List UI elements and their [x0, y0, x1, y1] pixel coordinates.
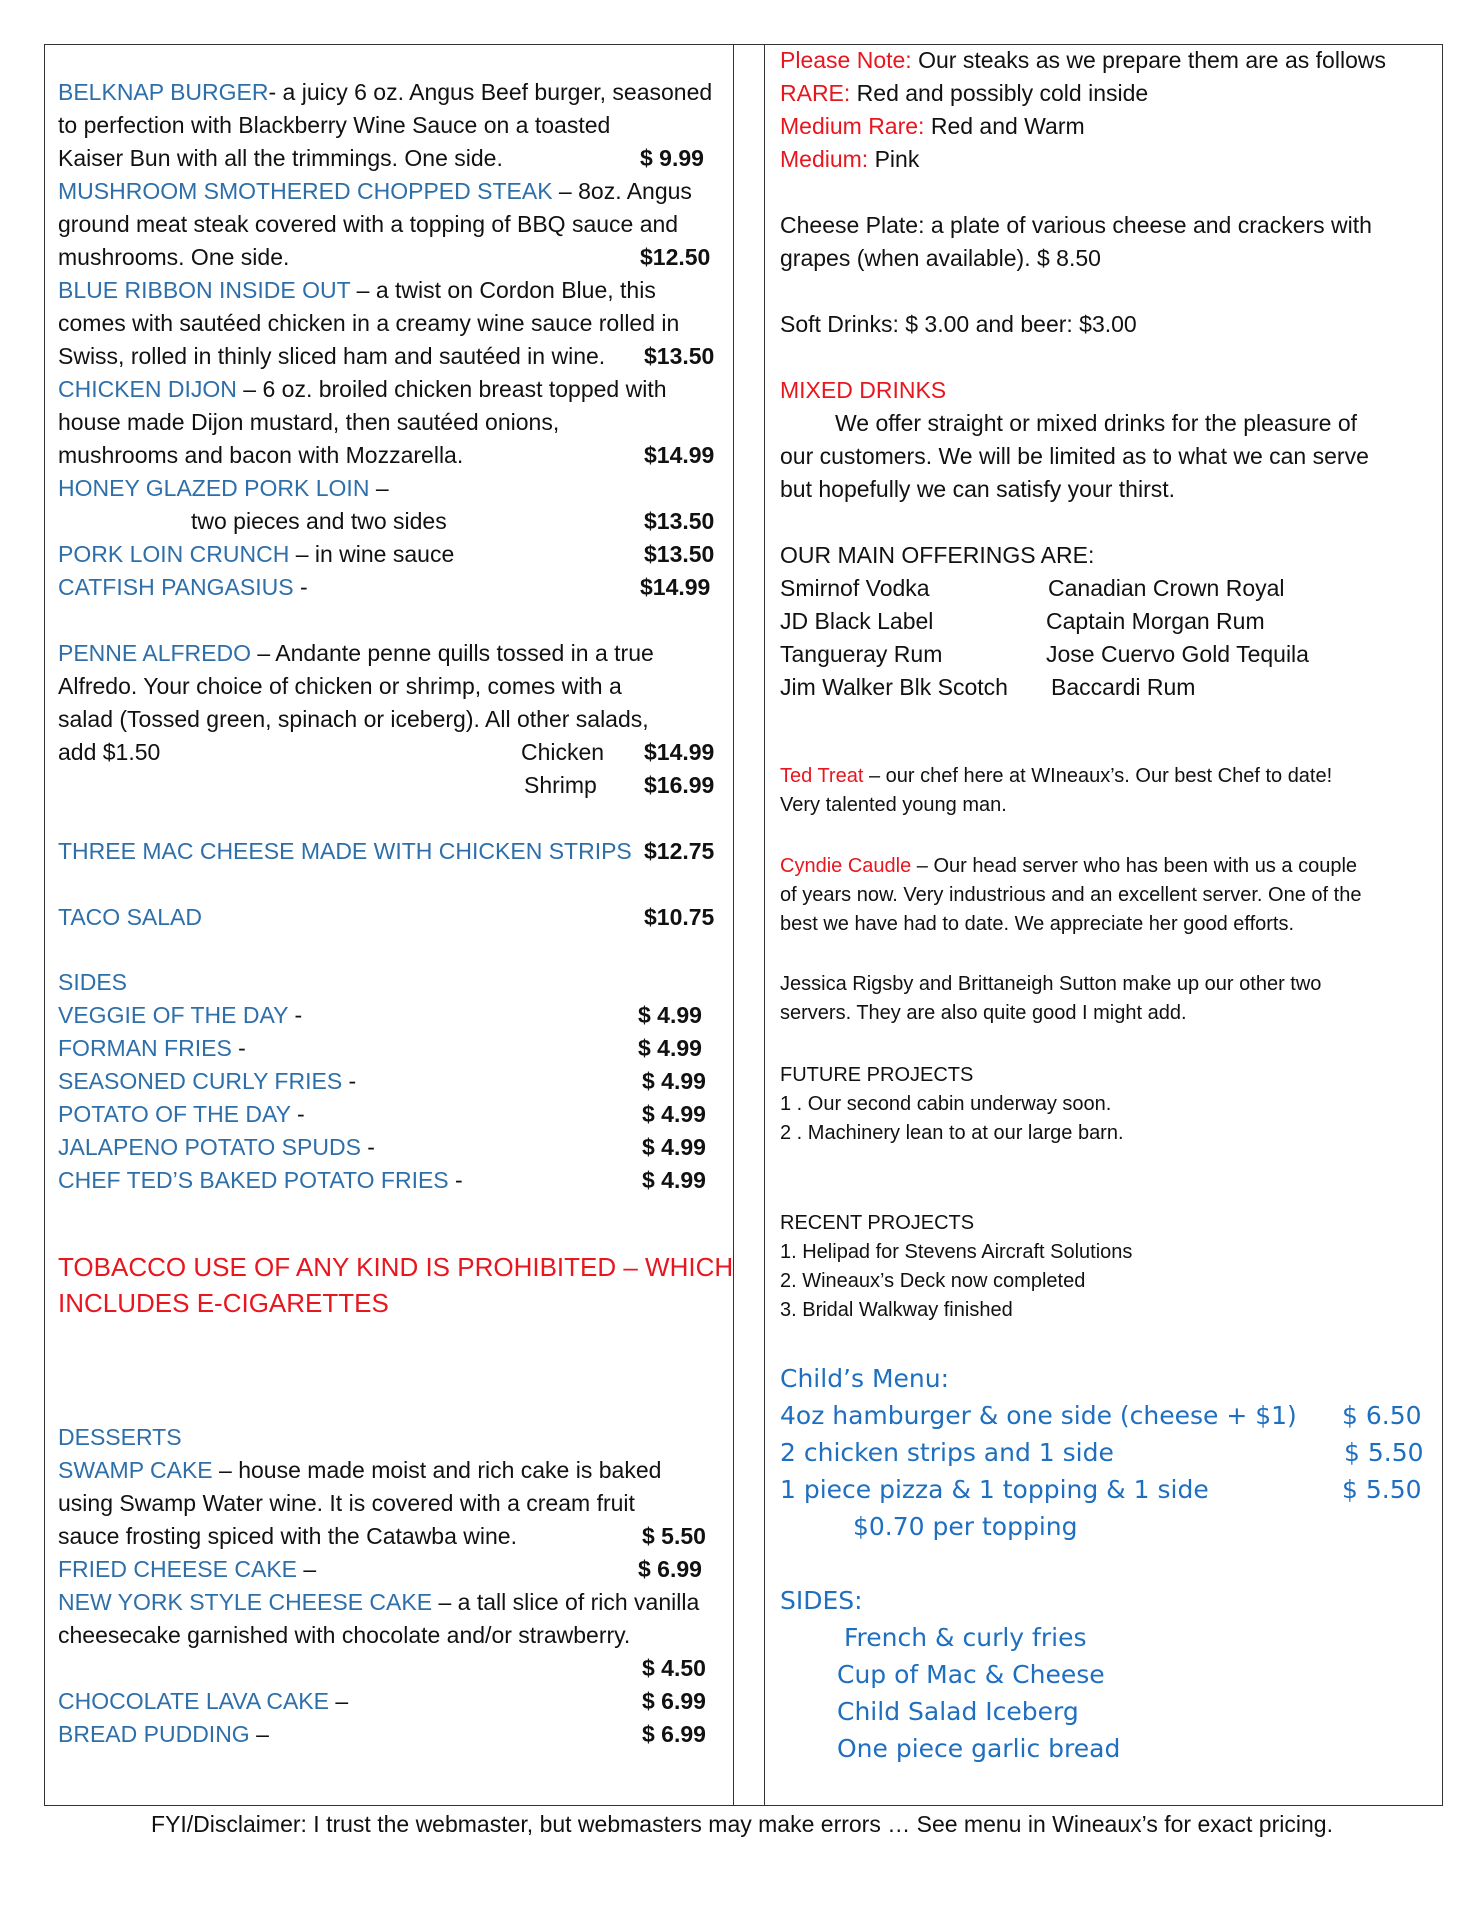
- crunch-desc: – in wine sauce: [289, 541, 455, 567]
- belknap-name: BELKNAP BURGER: [58, 79, 269, 105]
- server-cyndie-name: Cyndie Caudle: [780, 855, 912, 877]
- nycake-item: [58, 1586, 699, 1618]
- child-sides-title: SIDES:: [780, 1586, 863, 1615]
- nycake-desc-1: – a tall slice of rich vanilla: [432, 1589, 700, 1615]
- side-item-chef-ted: [58, 1164, 463, 1196]
- side-price-chef-ted: $ 4.99: [642, 1167, 706, 1193]
- recent-project-1: 1. Helipad for Stevens Aircraft Solutions: [780, 1241, 1133, 1263]
- penne-price-chicken: $14.99: [644, 739, 715, 765]
- child-item-chicken: 2 chicken strips and 1 side: [780, 1438, 1114, 1467]
- tobacco-warning-2: INCLUDES E-CIGARETTES: [58, 1288, 389, 1318]
- swamp-price: $ 5.50: [642, 1523, 706, 1549]
- steak-note-text: Our steaks as we prepare them are as follows: [911, 47, 1386, 73]
- mushroom-desc-2: ground meat steak covered with a topping of BBQ sauce and: [58, 211, 679, 237]
- swamp-desc-3: sauce frosting spiced with the Catawba wine.: [58, 1523, 517, 1549]
- mushroom-desc-3: mushrooms. One side.: [58, 244, 290, 270]
- cheese-plate-2: grapes (when available). $ 8.50: [780, 245, 1101, 271]
- penne-option-shrimp: Shrimp: [524, 772, 597, 798]
- server-cyndie-text-3: best we have had to date. We appreciate her good efforts.: [780, 913, 1295, 935]
- mixed-drinks-1: We offer straight or mixed drinks for the pleasure of: [835, 410, 1358, 436]
- honey-item: [58, 472, 389, 504]
- bread-dash: –: [249, 1721, 269, 1747]
- blue-ribbon-price: $13.50: [644, 343, 715, 369]
- dijon-desc-2: house made Dijon mustard, then sautéed onions,: [58, 409, 560, 435]
- future-project-1: 1 . Our second cabin underway soon.: [780, 1093, 1112, 1115]
- child-price-hamburger: $ 6.50: [1342, 1401, 1422, 1430]
- child-item-pizza: 1 piece pizza & 1 topping & 1 side: [780, 1475, 1209, 1504]
- chef-ted-text-2: Very talented young man.: [780, 794, 1007, 816]
- side-name-jalapeno: JALAPENO POTATO SPUDS: [58, 1134, 361, 1160]
- blue-ribbon-item: [58, 274, 656, 306]
- bread-item: [58, 1718, 269, 1750]
- desserts-title: DESSERTS: [58, 1424, 182, 1450]
- cheese-plate-1: Cheese Plate: a plate of various cheese and crackers with: [780, 212, 1372, 238]
- side-name-chef-ted: CHEF TED’S BAKED POTATO FRIES: [58, 1167, 449, 1193]
- catfish-name: CATFISH PANGASIUS: [58, 574, 294, 600]
- steak-medium-rare: [780, 110, 1085, 142]
- honey-desc-1: –: [369, 475, 389, 501]
- side-name-veggie: VEGGIE OF THE DAY: [58, 1002, 289, 1028]
- bread-name: BREAD PUDDING: [58, 1721, 250, 1747]
- child-menu-title: Child’s Menu:: [780, 1364, 950, 1393]
- catfish-dash: -: [293, 574, 308, 600]
- side-price-forman: $ 4.99: [638, 1035, 702, 1061]
- side-price-potato: $ 4.99: [642, 1101, 706, 1127]
- penne-desc-2: Alfredo. Your choice of chicken or shrimp, comes with a: [58, 673, 622, 699]
- honey-price: $13.50: [644, 508, 715, 534]
- column-divider-right: [764, 44, 765, 1806]
- nycake-name: NEW YORK STYLE CHEESE CAKE: [58, 1589, 433, 1615]
- blue-ribbon-desc-3: Swiss, rolled in thinly sliced ham and sautéed in wine.: [58, 343, 606, 369]
- servers-other-2: servers. They are also quite good I might add.: [780, 1002, 1187, 1024]
- column-divider-left: [733, 44, 734, 1806]
- steak-medium-text: Pink: [868, 146, 920, 172]
- side-price-jalapeno: $ 4.99: [642, 1134, 706, 1160]
- swamp-desc-2: using Swamp Water wine. It is covered with a cream fruit: [58, 1490, 635, 1516]
- mixed-drinks-title: MIXED DRINKS: [780, 377, 947, 403]
- recent-project-2: 2. Wineaux’s Deck now completed: [780, 1270, 1086, 1292]
- belknap-price: $ 9.99: [640, 145, 704, 171]
- child-side-fries: French & curly fries: [844, 1623, 1087, 1652]
- side-name-forman: FORMAN FRIES: [58, 1035, 232, 1061]
- drink-left-3: Tangueray Rum: [780, 641, 943, 667]
- crunch-price: $13.50: [644, 541, 715, 567]
- steak-rare-text: Red and possibly cold inside: [850, 80, 1149, 106]
- fried-name: FRIED CHEESE CAKE: [58, 1556, 297, 1582]
- mushroom-item: [58, 175, 692, 207]
- crunch-item: [58, 538, 454, 570]
- child-price-chicken: $ 5.50: [1344, 1438, 1424, 1467]
- drink-left-1: Smirnof Vodka: [780, 575, 930, 601]
- fried-price: $ 6.99: [638, 1556, 702, 1582]
- drink-left-2: JD Black Label: [780, 608, 934, 634]
- swamp-name: SWAMP CAKE: [58, 1457, 213, 1483]
- recent-project-3: 3. Bridal Walkway finished: [780, 1299, 1013, 1321]
- drink-left-4: Jim Walker Blk Scotch: [780, 674, 1008, 700]
- blue-ribbon-desc-2: comes with sautéed chicken in a creamy wine sauce rolled in: [58, 310, 680, 336]
- side-dash: -: [290, 1101, 305, 1127]
- drink-right-2: Captain Morgan Rum: [1046, 608, 1265, 634]
- mixed-drinks-2: our customers. We will be limited as to what we can serve: [780, 443, 1369, 469]
- side-price-veggie: $ 4.99: [638, 1002, 702, 1028]
- side-dash: -: [288, 1002, 303, 1028]
- dijon-desc-1: – 6 oz. broiled chicken breast topped with: [236, 376, 667, 402]
- steak-medium-rare-text: Red and Warm: [924, 113, 1085, 139]
- child-topping-note: $0.70 per topping: [853, 1512, 1078, 1541]
- mushroom-desc-1: – 8oz. Angus: [552, 178, 692, 204]
- belknap-desc-2: to perfection with Blackberry Wine Sauce on a toasted: [58, 112, 611, 138]
- chef-ted-name: Ted Treat: [780, 765, 864, 787]
- belknap-item: [58, 76, 712, 108]
- child-item-hamburger: 4oz hamburger & one side (cheese + $1): [780, 1401, 1297, 1430]
- chef-ted-text: – our chef here at WIneaux’s. Our best Chef to date!: [863, 765, 1333, 787]
- side-item-jalapeno: [58, 1131, 375, 1163]
- steak-medium-label: Medium:: [780, 146, 869, 172]
- dijon-price: $14.99: [644, 442, 715, 468]
- steak-medium: [780, 143, 919, 175]
- drink-right-1: Canadian Crown Royal: [1048, 575, 1285, 601]
- lava-item: [58, 1685, 348, 1717]
- bread-price: $ 6.99: [642, 1721, 706, 1747]
- drink-right-4: Baccardi Rum: [1051, 674, 1196, 700]
- side-dash: -: [231, 1035, 246, 1061]
- side-item-veggie: [58, 999, 302, 1031]
- side-price-curly: $ 4.99: [642, 1068, 706, 1094]
- mixed-drinks-3: but hopefully we can satisfy your thirst.: [780, 476, 1176, 502]
- steak-rare: [780, 77, 1148, 109]
- recent-projects-title: RECENT PROJECTS: [780, 1212, 975, 1234]
- penne-desc-1: – Andante penne quills tossed in a true: [251, 640, 654, 666]
- fried-dash: –: [297, 1556, 317, 1582]
- dijon-item: [58, 373, 667, 405]
- steak-note: [780, 44, 1386, 76]
- side-item-forman: [58, 1032, 246, 1064]
- steak-rare-label: RARE:: [780, 80, 851, 106]
- crunch-name: PORK LOIN CRUNCH: [58, 541, 290, 567]
- penne-price-shrimp: $16.99: [644, 772, 715, 798]
- mac-name: THREE MAC CHEESE MADE WITH CHICKEN STRIPS: [58, 838, 632, 864]
- swamp-desc-1: – house made moist and rich cake is baked: [212, 1457, 662, 1483]
- taco-name: TACO SALAD: [58, 904, 202, 930]
- mushroom-price: $12.50: [640, 244, 711, 270]
- side-name-curly: SEASONED CURLY FRIES: [58, 1068, 343, 1094]
- side-item-curly: [58, 1065, 356, 1097]
- lava-dash: –: [328, 1688, 349, 1714]
- chef-ted: [780, 762, 1332, 791]
- lava-name: CHOCOLATE LAVA CAKE: [58, 1688, 329, 1714]
- catfish-price: $14.99: [640, 574, 711, 600]
- sides-title: SIDES: [58, 969, 128, 995]
- blue-ribbon-name: BLUE RIBBON INSIDE OUT: [58, 277, 351, 303]
- nycake-desc-2: cheesecake garnished with chocolate and/or strawberry.: [58, 1622, 631, 1648]
- soft-drinks: Soft Drinks: $ 3.00 and beer: $3.00: [780, 311, 1137, 337]
- catfish-item: [58, 571, 308, 603]
- honey-desc-2: two pieces and two sides: [191, 508, 447, 534]
- mushroom-name: MUSHROOM SMOTHERED CHOPPED STEAK: [58, 178, 553, 204]
- tobacco-warning-1: TOBACCO USE OF ANY KIND IS PROHIBITED – WHICH: [58, 1252, 734, 1282]
- server-cyndie-text-2: of years now. Very industrious and an excellent server. One of the: [780, 884, 1362, 906]
- side-name-potato: POTATO OF THE DAY: [58, 1101, 291, 1127]
- side-item-potato: [58, 1098, 305, 1130]
- server-cyndie-text: – Our head server who has been with us a couple: [911, 855, 1358, 877]
- child-side-salad: Child Salad Iceberg: [837, 1697, 1079, 1726]
- belknap-desc-1: - a juicy 6 oz. Angus Beef burger, seasoned: [268, 79, 713, 105]
- future-projects-title: FUTURE PROJECTS: [780, 1064, 974, 1086]
- disclaimer-footer: FYI/Disclaimer: I trust the webmaster, but webmasters may make errors … See menu in Wineaux’s for exact pricing.: [151, 1811, 1333, 1837]
- servers-other-1: Jessica Rigsby and Brittaneigh Sutton make up our other two: [780, 973, 1322, 995]
- mac-price: $12.75: [644, 838, 715, 864]
- child-side-mac: Cup of Mac & Cheese: [837, 1660, 1105, 1689]
- swamp-item: [58, 1454, 661, 1486]
- child-side-garlic-bread: One piece garlic bread: [837, 1734, 1121, 1763]
- side-dash: -: [342, 1068, 357, 1094]
- server-cyndie: [780, 852, 1357, 881]
- future-project-2: 2 . Machinery lean to at our large barn.: [780, 1122, 1124, 1144]
- fried-item: [58, 1553, 316, 1585]
- taco-price: $10.75: [644, 904, 715, 930]
- penne-desc-4: add $1.50: [58, 739, 161, 765]
- blue-ribbon-desc-1: – a twist on Cordon Blue, this: [350, 277, 656, 303]
- penne-item: [58, 637, 654, 669]
- child-price-pizza: $ 5.50: [1342, 1475, 1422, 1504]
- penne-desc-3: salad (Tossed green, spinach or iceberg). All other salads,: [58, 706, 649, 732]
- offerings-title: OUR MAIN OFFERINGS ARE:: [780, 542, 1095, 568]
- nycake-price: $ 4.50: [642, 1655, 706, 1681]
- belknap-desc-3: Kaiser Bun with all the trimmings. One side.: [58, 145, 503, 171]
- dijon-desc-3: mushrooms and bacon with Mozzarella.: [58, 442, 464, 468]
- lava-price: $ 6.99: [642, 1688, 706, 1714]
- side-dash: -: [448, 1167, 463, 1193]
- steak-note-label: Please Note:: [780, 47, 912, 73]
- honey-name: HONEY GLAZED PORK LOIN: [58, 475, 370, 501]
- steak-medium-rare-label: Medium Rare:: [780, 113, 925, 139]
- penne-option-chicken: Chicken: [521, 739, 605, 765]
- penne-name: PENNE ALFREDO: [58, 640, 251, 666]
- drink-right-3: Jose Cuervo Gold Tequila: [1046, 641, 1309, 667]
- side-dash: -: [360, 1134, 375, 1160]
- dijon-name: CHICKEN DIJON: [58, 376, 237, 402]
